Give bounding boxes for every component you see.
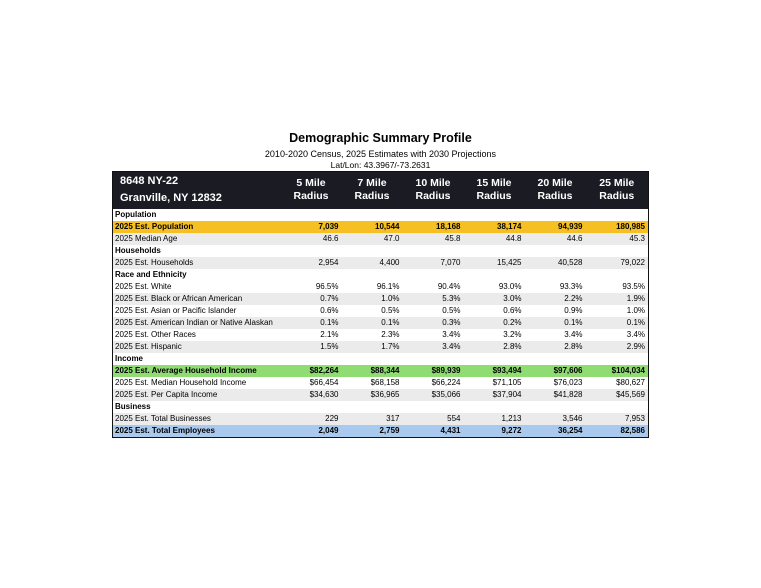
row-label: 2025 Est. Total Employees [113,425,281,438]
table-cell: 0.1% [525,317,586,329]
table-row [113,317,649,329]
table-cell [281,269,342,281]
table-cell [342,245,403,257]
table-cell: 0.3% [403,317,464,329]
table-cell: 3.4% [403,329,464,341]
table-cell [586,401,649,413]
column-header [403,172,464,209]
row-label: 2025 Est. Median Household Income [113,377,281,389]
table-cell: $36,965 [342,389,403,401]
row-label: 2025 Est. Average Household Income [113,365,281,377]
table-cell: $88,344 [342,365,403,377]
table-row [113,341,649,353]
column-header [281,172,342,209]
table-header-row [113,172,649,209]
table-cell: 0.2% [464,317,525,329]
table-cell [525,209,586,221]
table-cell: 0.9% [525,305,586,317]
table-cell: 46.6 [281,233,342,245]
table-cell [281,353,342,365]
table-cell: 44.8 [464,233,525,245]
table-cell: $71,105 [464,377,525,389]
section-label: Business [113,401,281,413]
table-cell: 0.5% [403,305,464,317]
address-line2: Granville, NY 12832 [120,192,222,205]
section-label: Income [113,353,281,365]
section-header-row [113,269,649,281]
table-cell [586,245,649,257]
table-cell: 3.4% [525,329,586,341]
table-cell [586,353,649,365]
column-header-line1: 10 Mile [415,177,451,190]
column-header [464,172,525,209]
table-cell: 45.3 [586,233,649,245]
table-cell: 1.7% [342,341,403,353]
page-title: Demographic Summary Profile [289,131,472,145]
table-cell [403,269,464,281]
table-cell: 0.6% [464,305,525,317]
table-cell: 0.1% [586,317,649,329]
table-cell: $80,627 [586,377,649,389]
table-cell [281,245,342,257]
table-row [113,293,649,305]
table-cell: 82,586 [586,425,649,438]
table-cell: 96.5% [281,281,342,293]
section-header-row [113,401,649,413]
table-cell: 10,544 [342,221,403,233]
table-row [113,425,649,438]
table-cell: 3.4% [403,341,464,353]
table-cell: 2.8% [525,341,586,353]
table-cell: $66,224 [403,377,464,389]
table-cell: $97,606 [525,365,586,377]
table-cell: 3.2% [464,329,525,341]
table-cell: 18,168 [403,221,464,233]
table-cell: 3.4% [586,329,649,341]
column-header [586,172,649,209]
table-cell [342,353,403,365]
page-subtitle: 2010-2020 Census, 2025 Estimates with 2030 Projections [264,149,497,159]
table-cell: 180,985 [586,221,649,233]
column-header-line2: Radius [476,190,512,203]
table-cell [586,209,649,221]
table-cell: 90.4% [403,281,464,293]
row-label: 2025 Est. Population [113,221,281,233]
column-header-line2: Radius [354,190,390,203]
row-label: 2025 Est. White [113,281,281,293]
table-cell: $37,904 [464,389,525,401]
table-cell: 94,939 [525,221,586,233]
table-cell: 0.1% [281,317,342,329]
table-cell: 2.3% [342,329,403,341]
table-cell: $82,264 [281,365,342,377]
table-cell: 79,022 [586,257,649,269]
column-header-line1: 20 Mile [537,177,573,190]
section-header-row [113,245,649,257]
table-cell [464,401,525,413]
table-cell: 0.5% [342,305,403,317]
table-cell [403,353,464,365]
row-label: 2025 Est. Total Businesses [113,413,281,425]
table-cell: 317 [342,413,403,425]
table-cell: 5.3% [403,293,464,305]
table-cell: 47.0 [342,233,403,245]
table-cell: 93.3% [525,281,586,293]
row-label: 2025 Est. Asian or Pacific Islander [113,305,281,317]
table-row [113,221,649,233]
table-cell [342,401,403,413]
table-cell: 93.5% [586,281,649,293]
table-cell: 44.6 [525,233,586,245]
row-label: 2025 Est. Households [113,257,281,269]
table-cell: 2,049 [281,425,342,438]
table-cell: 4,431 [403,425,464,438]
table-cell: 0.6% [281,305,342,317]
column-header-line1: 15 Mile [476,177,512,190]
table-cell [525,245,586,257]
table-cell [342,209,403,221]
table-cell: $35,066 [403,389,464,401]
summary-table [112,171,649,438]
section-label: Population [113,209,281,221]
table-cell: 0.1% [342,317,403,329]
table-cell: 3.0% [464,293,525,305]
table-cell: 554 [403,413,464,425]
table-cell: 38,174 [464,221,525,233]
table-row [113,305,649,317]
table-row [113,365,649,377]
row-label: 2025 Est. Per Capita Income [113,389,281,401]
table-cell: $76,023 [525,377,586,389]
table-cell: $93,494 [464,365,525,377]
table-cell: 2,954 [281,257,342,269]
table-cell: 2.9% [586,341,649,353]
table-cell: 1.0% [342,293,403,305]
table-row [113,257,649,269]
table-cell [464,353,525,365]
table-cell [281,401,342,413]
table-cell [342,269,403,281]
table-cell: $66,454 [281,377,342,389]
table-cell: 15,425 [464,257,525,269]
table-cell [464,269,525,281]
table-cell: 2.1% [281,329,342,341]
table-cell [281,209,342,221]
table-cell: $68,158 [342,377,403,389]
summary-table-container [112,171,648,438]
table-cell: 7,070 [403,257,464,269]
table-cell [403,209,464,221]
table-cell: 9,272 [464,425,525,438]
address-header [113,172,281,209]
section-header-row [113,353,649,365]
table-cell: 45.8 [403,233,464,245]
table-row [113,389,649,401]
table-cell: $34,630 [281,389,342,401]
column-header-line2: Radius [599,190,635,203]
column-header [342,172,403,209]
table-cell: 1.5% [281,341,342,353]
column-header-line2: Radius [537,190,573,203]
table-cell: 2.2% [525,293,586,305]
address-line1: 8648 NY-22 [120,175,179,188]
section-label: Race and Ethnicity [113,269,281,281]
table-cell: 7,953 [586,413,649,425]
table-cell [525,401,586,413]
table-cell: 2,759 [342,425,403,438]
table-cell: 93.0% [464,281,525,293]
lat-lon: Lat/Lon: 43.3967/-73.2631 [330,160,431,170]
table-cell: 1.0% [586,305,649,317]
table-row [113,413,649,425]
section-header-row [113,209,649,221]
table-cell: 1,213 [464,413,525,425]
table-cell: 4,400 [342,257,403,269]
table-cell [586,269,649,281]
table-row [113,377,649,389]
row-label: 2025 Est. American Indian or Native Alaskan [113,317,281,329]
table-cell: $41,828 [525,389,586,401]
table-row [113,281,649,293]
table-row [113,233,649,245]
table-cell: 2.8% [464,341,525,353]
column-header-line2: Radius [415,190,451,203]
row-label: 2025 Est. Other Races [113,329,281,341]
table-cell: $89,939 [403,365,464,377]
table-cell: $45,569 [586,389,649,401]
table-cell [403,245,464,257]
table-cell: 96.1% [342,281,403,293]
column-header-line2: Radius [293,190,329,203]
table-body [113,209,649,438]
table-cell [525,269,586,281]
table-cell [464,245,525,257]
row-label: 2025 Est. Black or African American [113,293,281,305]
column-header-line1: 25 Mile [599,177,635,190]
table-cell: 40,528 [525,257,586,269]
row-label: 2025 Est. Hispanic [113,341,281,353]
table-cell [403,401,464,413]
table-cell: 229 [281,413,342,425]
row-label: 2025 Median Age [113,233,281,245]
table-cell: 1.9% [586,293,649,305]
table-cell: 3,546 [525,413,586,425]
table-cell: $104,034 [586,365,649,377]
table-cell: 0.7% [281,293,342,305]
table-cell: 7,039 [281,221,342,233]
column-header-line1: 7 Mile [357,177,387,190]
column-header [525,172,586,209]
column-header-line1: 5 Mile [296,177,326,190]
section-label: Households [113,245,281,257]
table-cell [525,353,586,365]
table-cell [464,209,525,221]
table-cell: 36,254 [525,425,586,438]
table-row [113,329,649,341]
